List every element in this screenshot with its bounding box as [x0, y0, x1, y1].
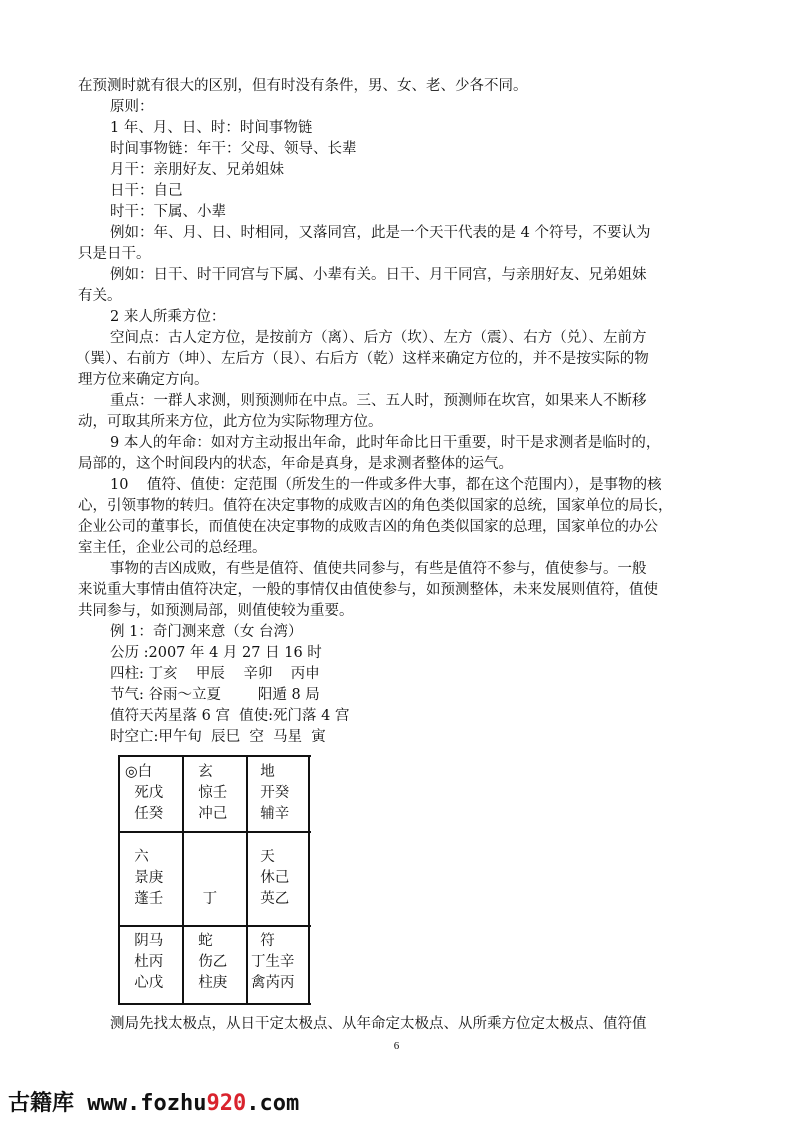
text-line-10: 例如：日干、时干同宫与下属、小辈有关。日干、月干同宫，与亲朋好友、兄弟姐妹	[110, 267, 647, 283]
grid-row-divider-2	[118, 925, 311, 927]
text-line-27: 例 1：奇门测来意（女 台湾）	[110, 624, 303, 640]
palace-1-1-line-1: ◎白	[125, 764, 153, 780]
palace-3-3-line-2: 丁生辛	[251, 954, 295, 970]
text-line-7: 时干：下属、小辈	[110, 204, 226, 220]
grid-right-border	[308, 755, 310, 1005]
text-line-12: 2 来人所乘方位：	[110, 309, 226, 325]
palace-1-1-line-3: 任癸	[125, 806, 164, 822]
palace-3-3-line-3: 禽芮丙	[251, 975, 295, 991]
text-line-19: 局部的，这个时间段内的状态，年命是真身，是求测者整体的运气。	[78, 456, 513, 472]
text-line-26: 共同参与，如预测局部，则值使较为重要。	[78, 603, 354, 619]
palace-2-3-line-2: 休己	[251, 870, 290, 886]
text-line-23: 室主任，企业公司的总经理。	[78, 540, 267, 556]
palace-2-1-line-1: 六	[125, 849, 149, 865]
text-line-24: 事物的吉凶成败，有些是值符、值使共同参与，有些是值符不参与，值使参与。一般	[110, 561, 647, 577]
grid-col-divider-1	[182, 755, 184, 1005]
grid-col-divider-2	[246, 755, 248, 1005]
grid-top-border	[118, 755, 311, 757]
text-line-1: 在预测时就有很大的区别，但有时没有条件，男、女、老、少各不同。	[78, 78, 528, 94]
site-watermark	[8, 1086, 299, 1117]
palace-1-1-line-2: 死戊	[125, 785, 164, 801]
grid-row-divider-1	[118, 831, 311, 833]
watermark-text-3: .com	[246, 1091, 300, 1116]
text-line-18: 9 本人的年命：如对方主动报出年命，此时年命比日干重要，时干是求测者是临时的，	[110, 435, 661, 451]
text-line-6: 日干：自己	[110, 183, 183, 199]
grid-bottom-border	[118, 1003, 311, 1005]
palace-3-2-line-2: 伤乙	[189, 954, 228, 970]
text-line-28: 公历 :2007 年 4 月 27 日 16 时	[110, 645, 322, 661]
palace-3-1-line-2: 杜丙	[125, 954, 164, 970]
text-line-17: 动，可取其所来方位，此方位为实际物理方位。	[78, 414, 383, 430]
text-line-31: 值符天芮星落 6 宫 值使:死门落 4 宫	[110, 708, 350, 724]
text-line-9: 只是日干。	[78, 246, 151, 262]
palace-1-3-line-2: 开癸	[251, 785, 290, 801]
palace-2-3-line-1: 天	[251, 849, 275, 865]
text-line-20: 10 值符、值使：定范围（所发生的一件或多件大事，都在这个范围内），是事物的核	[110, 477, 662, 493]
text-line-30: 节气: 谷雨～立夏 阳遁 8 局	[110, 687, 320, 703]
text-line-21: 心，引领事物的转归。值符在决定事物的成败吉凶的角色类似国家的总统，国家单位的局长，	[78, 498, 673, 514]
palace-2-1-line-3: 蓬壬	[125, 891, 164, 907]
palace-1-2-line-1: 玄	[189, 764, 213, 780]
text-line-11: 有关。	[78, 288, 122, 304]
text-line-5: 月干：亲朋好友、兄弟姐妹	[110, 162, 284, 178]
text-line-29: 四柱: 丁亥 甲辰 辛卯 丙申	[110, 666, 320, 682]
palace-2-1-line-2: 景庚	[125, 870, 164, 886]
palace-1-2-line-2: 惊壬	[189, 785, 228, 801]
palace-2-2-line-3: 丁	[175, 891, 218, 907]
text-line-22: 企业公司的董事长，而值使在决定事物的成败吉凶的角色类似国家的总理，国家单位的办公	[78, 519, 658, 535]
palace-3-2-line-3: 柱庚	[189, 975, 228, 991]
page-number: 6	[393, 1040, 400, 1052]
palace-3-1-line-1: 阴马	[125, 933, 164, 949]
text-line-4: 时间事物链：年干：父母、领导、长辈	[110, 141, 357, 157]
text-line-16: 重点：一群人求测，则预测师在中点。三、五人时，预测师在坎宫，如果来人不断移	[110, 393, 647, 409]
text-line-3: 1 年、月、日、时：时间事物链	[110, 120, 313, 136]
text-line-8: 例如：年、月、日、时相同，又落同宫，此是一个天干代表的是 4 个符号，不要认为	[110, 225, 651, 241]
text-line-13: 空间点：古人定方位，是按前方（离）、后方（坎）、左方（震）、右方（兑）、左前方	[110, 330, 647, 346]
nine-palace-grid	[115, 755, 312, 1007]
text-line-15: 理方位来确定方向。	[78, 372, 209, 388]
grid-left-border	[118, 755, 120, 1005]
closing-line: 测局先找太极点，从日干定太极点、从年命定太极点、从所乘方位定太极点、值符值	[110, 1016, 647, 1032]
palace-2-3-line-3: 英乙	[251, 891, 290, 907]
palace-1-2-line-3: 冲己	[189, 806, 228, 822]
palace-1-3-line-1: 地	[251, 764, 275, 780]
palace-3-1-line-3: 心戊	[125, 975, 164, 991]
text-line-14: （巽）、右前方（坤）、左后方（艮）、右后方（乾）这样来确定方位的，并不是按实际的物	[76, 351, 649, 367]
palace-1-3-line-3: 辅辛	[251, 806, 290, 822]
text-line-32: 时空亡:甲午旬 辰巳 空 马星 寅	[110, 729, 326, 745]
text-line-2: 原则：	[110, 99, 154, 115]
text-line-25: 来说重大事情由值符决定，一般的事情仅由值使参与，如预测整体，未来发展则值符，值使	[78, 582, 658, 598]
palace-3-3-line-1: 符	[251, 933, 275, 949]
watermark-text-2: 920	[206, 1091, 247, 1116]
palace-3-2-line-1: 蛇	[189, 933, 213, 949]
watermark-text-1: 古籍库 www.fozhu	[8, 1091, 207, 1116]
